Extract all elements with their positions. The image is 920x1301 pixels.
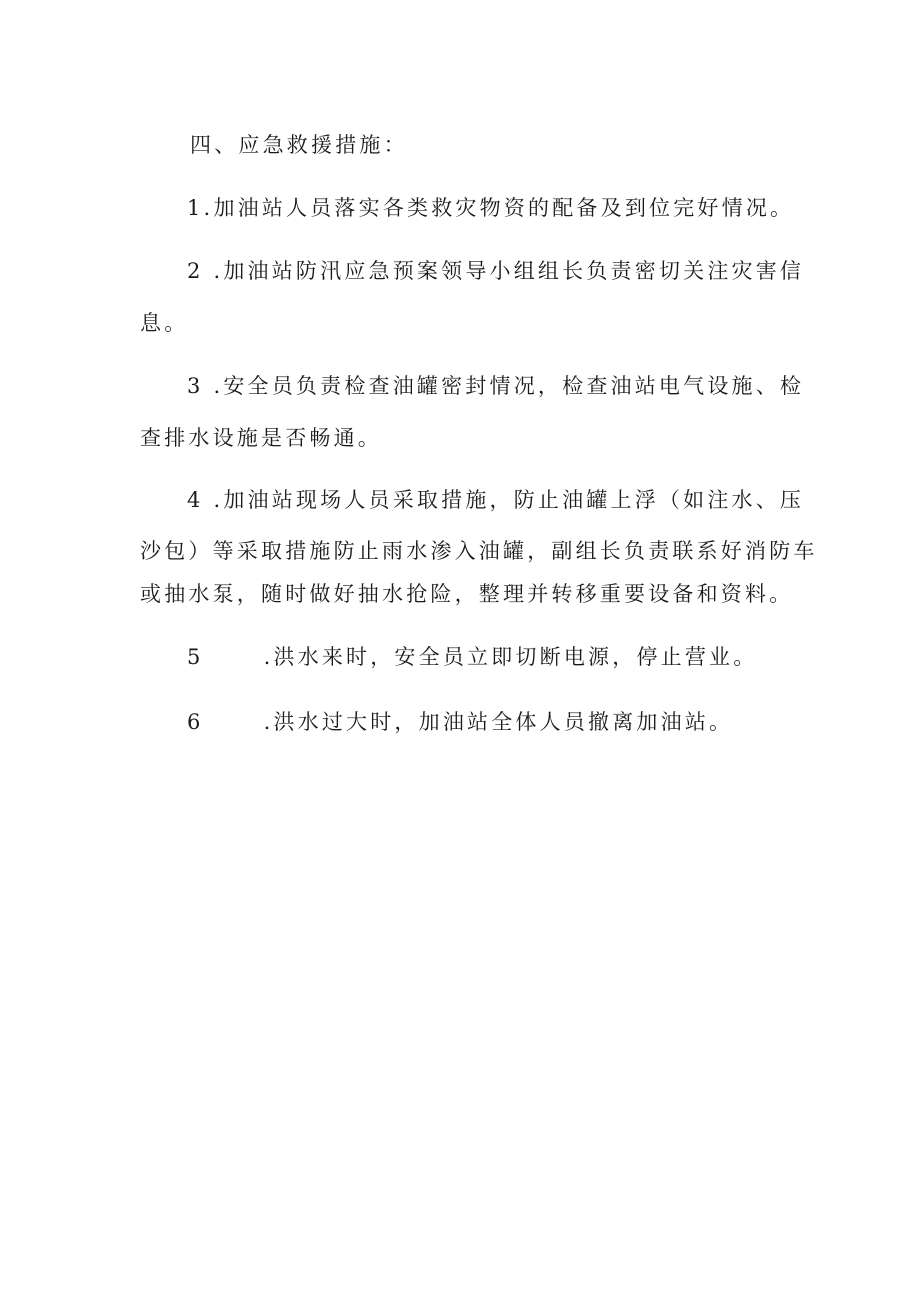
item-text: .安全员负责检查油罐密封情况，检查油站电气设施、检 bbox=[213, 374, 805, 398]
item-4-continuation: 沙包）等采取措施防止雨水渗入油罐，副组长负责联系好消防车 bbox=[140, 539, 818, 563]
item-text: .洪水来时，安全员立即切断电源，停止营业。 bbox=[263, 645, 758, 669]
item-number: 3 bbox=[187, 374, 204, 398]
item-number: 6 bbox=[187, 710, 204, 734]
item-text: 加油站人员落实各类救灾物资的配备及到位完好情况。 bbox=[213, 196, 795, 220]
item-1 bbox=[187, 194, 794, 222]
item-number: 5 bbox=[187, 645, 204, 669]
item-text: .加油站现场人员采取措施，防止油罐上浮（如注水、压 bbox=[213, 488, 805, 512]
item-text: .加油站防汛应急预案领导小组组长负责密切关注灾害信 bbox=[213, 259, 805, 283]
item-number: 2 bbox=[187, 259, 204, 283]
item-2 bbox=[187, 257, 804, 285]
item-4-continuation: 或抽水泵，随时做好抽水抢险，整理并转移重要设备和资料。 bbox=[140, 582, 794, 606]
item-number: 4 bbox=[187, 488, 204, 512]
item-number: 1. bbox=[187, 196, 214, 220]
item-3-continuation: 查排水设施是否畅通。 bbox=[140, 426, 382, 450]
section-heading: 四、应急救援措施： bbox=[190, 133, 408, 157]
item-6 bbox=[187, 708, 733, 736]
item-text: .洪水过大时，加油站全体人员撤离加油站。 bbox=[263, 710, 734, 734]
item-2-continuation: 息。 bbox=[140, 311, 189, 335]
item-4 bbox=[187, 486, 804, 514]
item-5 bbox=[187, 643, 757, 671]
item-3 bbox=[187, 372, 804, 400]
